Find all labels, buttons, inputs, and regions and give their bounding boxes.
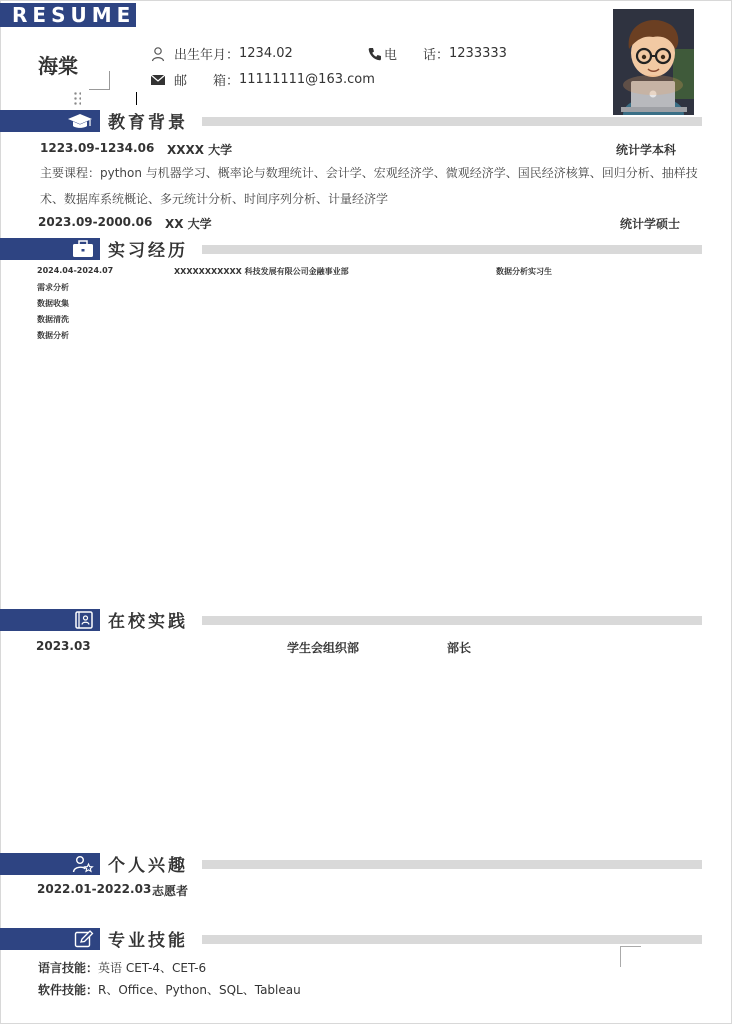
section-divider xyxy=(202,935,702,944)
hobby-period: 2022.01-2022.03 xyxy=(37,882,152,896)
language-skill-label: 语言技能： xyxy=(38,961,99,975)
campus-org: 学生会组织部 xyxy=(287,641,360,655)
duty-item: 数据分析 xyxy=(37,331,69,340)
person-icon xyxy=(150,46,166,62)
language-skill-value: 英语 CET-4、CET-6 xyxy=(98,961,207,975)
section-bar xyxy=(0,609,100,631)
section-divider xyxy=(202,616,702,625)
software-skill-value: R、Office、Python、SQL、Tableau xyxy=(98,983,301,997)
section-hobbies xyxy=(0,853,702,875)
person-star-icon xyxy=(72,855,94,873)
phone-label: 电 话： xyxy=(384,48,450,63)
email-row xyxy=(150,70,375,89)
phone-icon xyxy=(367,46,383,62)
section-bar xyxy=(0,238,100,260)
language-skill-row xyxy=(38,959,206,976)
birth-label: 出生年月： xyxy=(174,48,240,63)
education-period-1: 1223.09-1234.06 xyxy=(40,141,155,155)
graduation-cap-icon xyxy=(66,112,94,130)
drag-handle-icon[interactable] xyxy=(73,91,81,105)
text-cursor xyxy=(136,92,137,105)
courses-text: 主要课程：python 与机器学习、概率论与数理统计、会计学、宏观经济学、微观经济学、国民经济核算、回归分析、抽样技术、数据库系统概论、多元统计分析、时间序列分析、计量经济学 xyxy=(40,166,698,206)
campus-role: 部长 xyxy=(447,641,472,655)
internship-role: 数据分析实习生 xyxy=(496,267,552,276)
birth-value: 1234.02 xyxy=(239,46,293,61)
internship-company: XXXXXXXXXXX 科技发展有限公司金融事业部 xyxy=(174,267,349,276)
education-school-2: XX 大学 xyxy=(165,217,212,231)
section-bar xyxy=(0,928,100,950)
birth-row xyxy=(150,44,293,63)
section-title: 在校实践 xyxy=(108,612,188,632)
section-skills xyxy=(0,928,702,950)
software-skill-row xyxy=(38,981,301,998)
duty-item: 数据清洗 xyxy=(37,315,69,324)
section-education xyxy=(0,110,702,132)
profile-photo[interactable] xyxy=(613,9,694,115)
education-period-2: 2023.09-2000.06 xyxy=(38,215,153,229)
duty-item: 需求分析 xyxy=(37,283,69,292)
phone-value: 1233333 xyxy=(449,46,507,61)
section-title: 专业技能 xyxy=(108,931,188,951)
campus-period: 2023.03 xyxy=(36,639,91,653)
section-divider xyxy=(202,860,702,869)
email-value: 11111111@163.com xyxy=(239,72,375,87)
duty-item: 数据收集 xyxy=(37,299,69,308)
section-campus xyxy=(0,609,702,631)
briefcase-icon xyxy=(72,240,94,258)
section-title: 实习经历 xyxy=(108,241,188,261)
email-label: 邮 箱： xyxy=(174,74,240,89)
envelope-icon xyxy=(150,72,166,88)
section-bar xyxy=(0,853,100,875)
candidate-name[interactable]: 海棠 xyxy=(38,54,78,78)
section-bar xyxy=(0,110,100,132)
hobby-activity: 志愿者 xyxy=(152,884,189,898)
phone-row xyxy=(367,44,507,63)
text-boundary-mark xyxy=(620,946,641,967)
education-school-1: XXXX 大学 xyxy=(167,143,233,157)
section-divider xyxy=(202,245,702,254)
education-degree-2: 统计学硕士 xyxy=(620,217,681,231)
resume-tag: RESUME xyxy=(0,3,136,27)
section-internship xyxy=(0,238,702,260)
section-title: 教育背景 xyxy=(108,113,188,133)
software-skill-label: 软件技能： xyxy=(38,983,99,997)
section-divider xyxy=(202,117,702,126)
edit-icon xyxy=(74,930,94,948)
education-degree-1: 统计学本科 xyxy=(616,143,677,157)
id-card-icon xyxy=(74,611,94,629)
internship-period: 2024.04-2024.07 xyxy=(37,266,114,275)
section-title: 个人兴趣 xyxy=(108,856,188,876)
text-boundary-mark xyxy=(89,71,110,90)
